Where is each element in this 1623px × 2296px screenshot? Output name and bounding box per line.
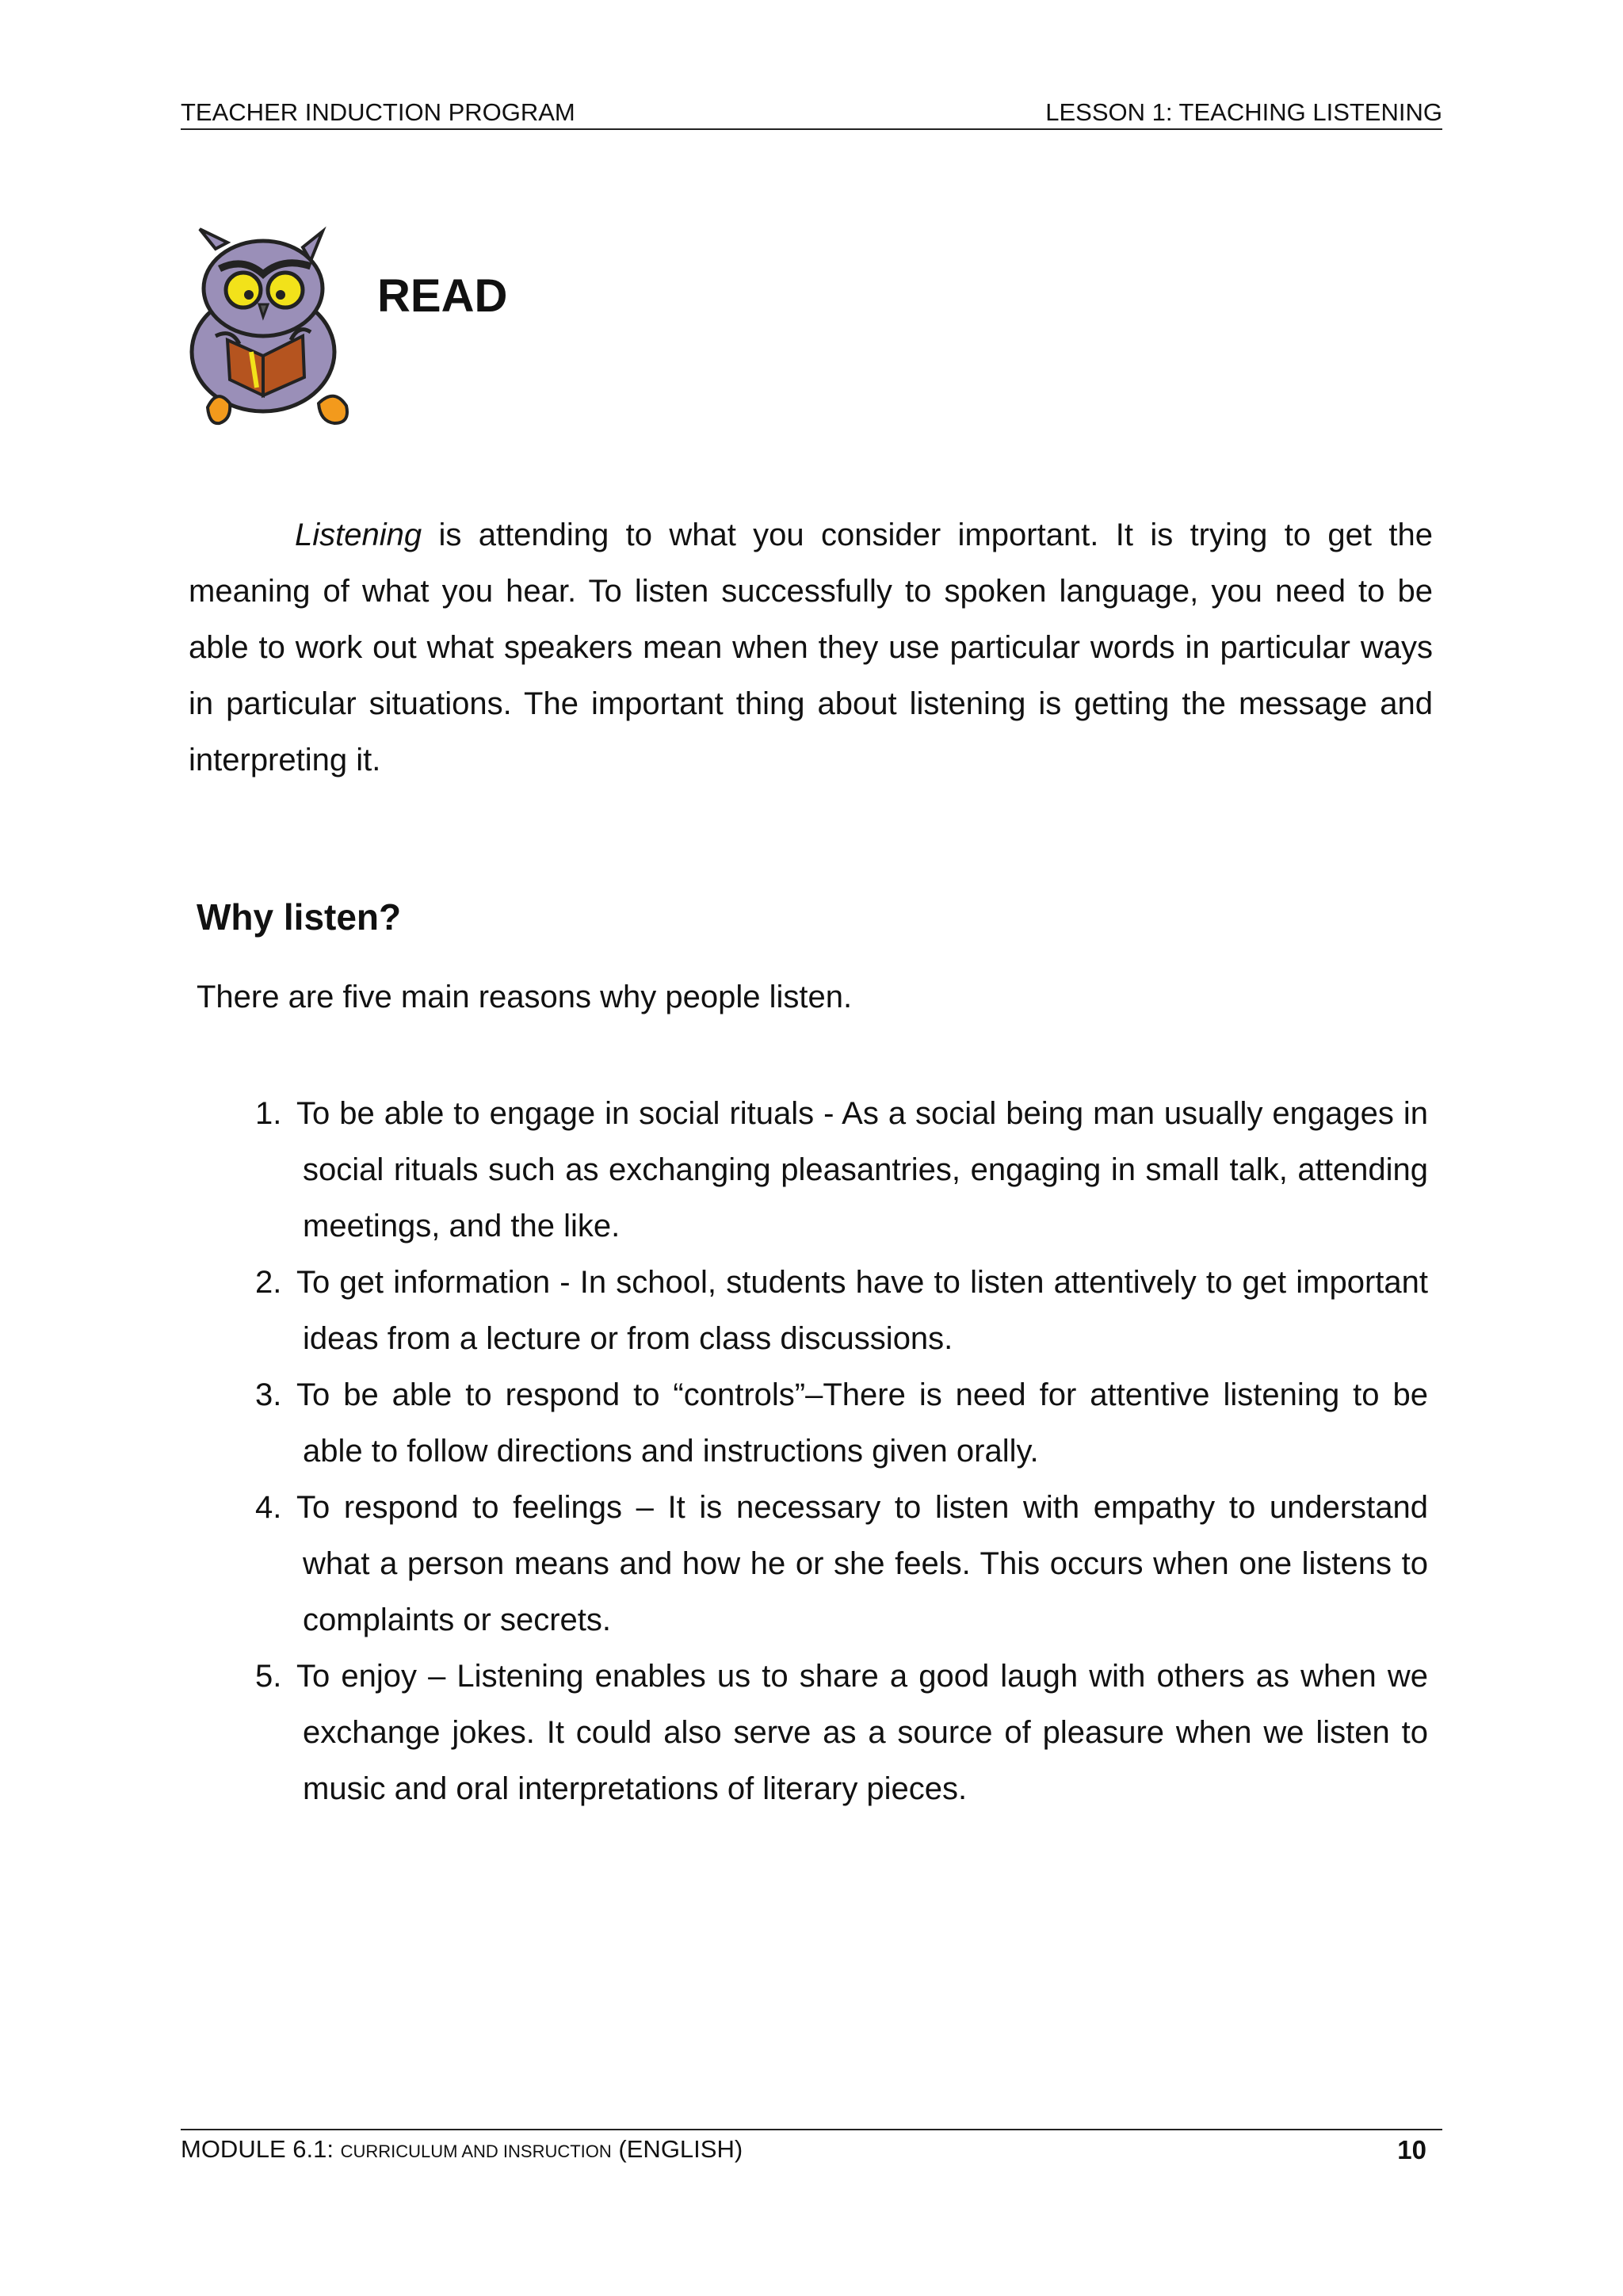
footer-module: MODULE 6.1:	[181, 2135, 341, 2163]
list-item	[255, 1086, 1428, 1255]
page-header	[181, 95, 1442, 130]
header-lesson-title: LESSON 1: TEACHING LISTENING	[1045, 98, 1442, 126]
list-item-number: 4.	[255, 1490, 282, 1525]
header-program-title: TEACHER INDUCTION PROGRAM	[181, 98, 575, 126]
footer-subject: CURRICULUM AND INSRUCTION	[340, 2141, 612, 2161]
list-item-text: To respond to feelings – It is necessary to listen with empathy to understand what a person means and how he or she feels. This occurs when one listens to complaints or secrets.	[296, 1490, 1428, 1637]
list-item	[255, 1255, 1428, 1367]
reasons-list	[255, 1086, 1428, 1817]
section-heading: Why listen?	[197, 896, 402, 938]
section-lead-text: There are five main reasons why people listen.	[197, 980, 853, 1014]
list-item-number: 3.	[255, 1377, 282, 1412]
intro-paragraph	[189, 507, 1433, 789]
list-item-number: 5.	[255, 1659, 282, 1694]
list-item-number: 2.	[255, 1265, 282, 1300]
intro-italic-term: Listening	[295, 518, 422, 552]
owl-reading-book-icon	[184, 225, 374, 431]
list-item-text: To enjoy – Listening enables us to share a good laugh with others as when we exchange jokes. It could also serve as a source of pleasure when we listen to music and oral interpretations of literary pieces.	[296, 1659, 1428, 1806]
list-item	[255, 1367, 1428, 1480]
list-item-text: To be able to engage in social rituals - As a social being man usually engages in social rituals such as exchanging pleasantries, engaging in small talk, attending meetings, and the like.	[296, 1096, 1428, 1244]
footer-subject-language: (ENGLISH)	[611, 2135, 743, 2163]
list-item	[255, 1648, 1428, 1817]
list-item-text: To get information - In school, students have to listen attentively to get important ideas from a lecture or from class discussions.	[296, 1265, 1428, 1356]
page-number: 10	[1397, 2135, 1426, 2164]
list-item-number: 1.	[255, 1096, 282, 1131]
list-item-text: To be able to respond to “controls”–There is need for attentive listening to be able to follow directions and instructions given orally.	[296, 1377, 1428, 1469]
page-footer	[181, 2129, 1442, 2164]
list-item	[255, 1480, 1428, 1648]
intro-text: is attending to what you consider important. It is trying to get the meaning of what you hear. To listen successfully to spoken language, you need to be able to work out what speakers mean when they use particular words in particular ways in particular situations. The important thing about listening is getting the message and interpreting it.	[189, 518, 1433, 777]
read-section-title: READ	[377, 270, 508, 322]
